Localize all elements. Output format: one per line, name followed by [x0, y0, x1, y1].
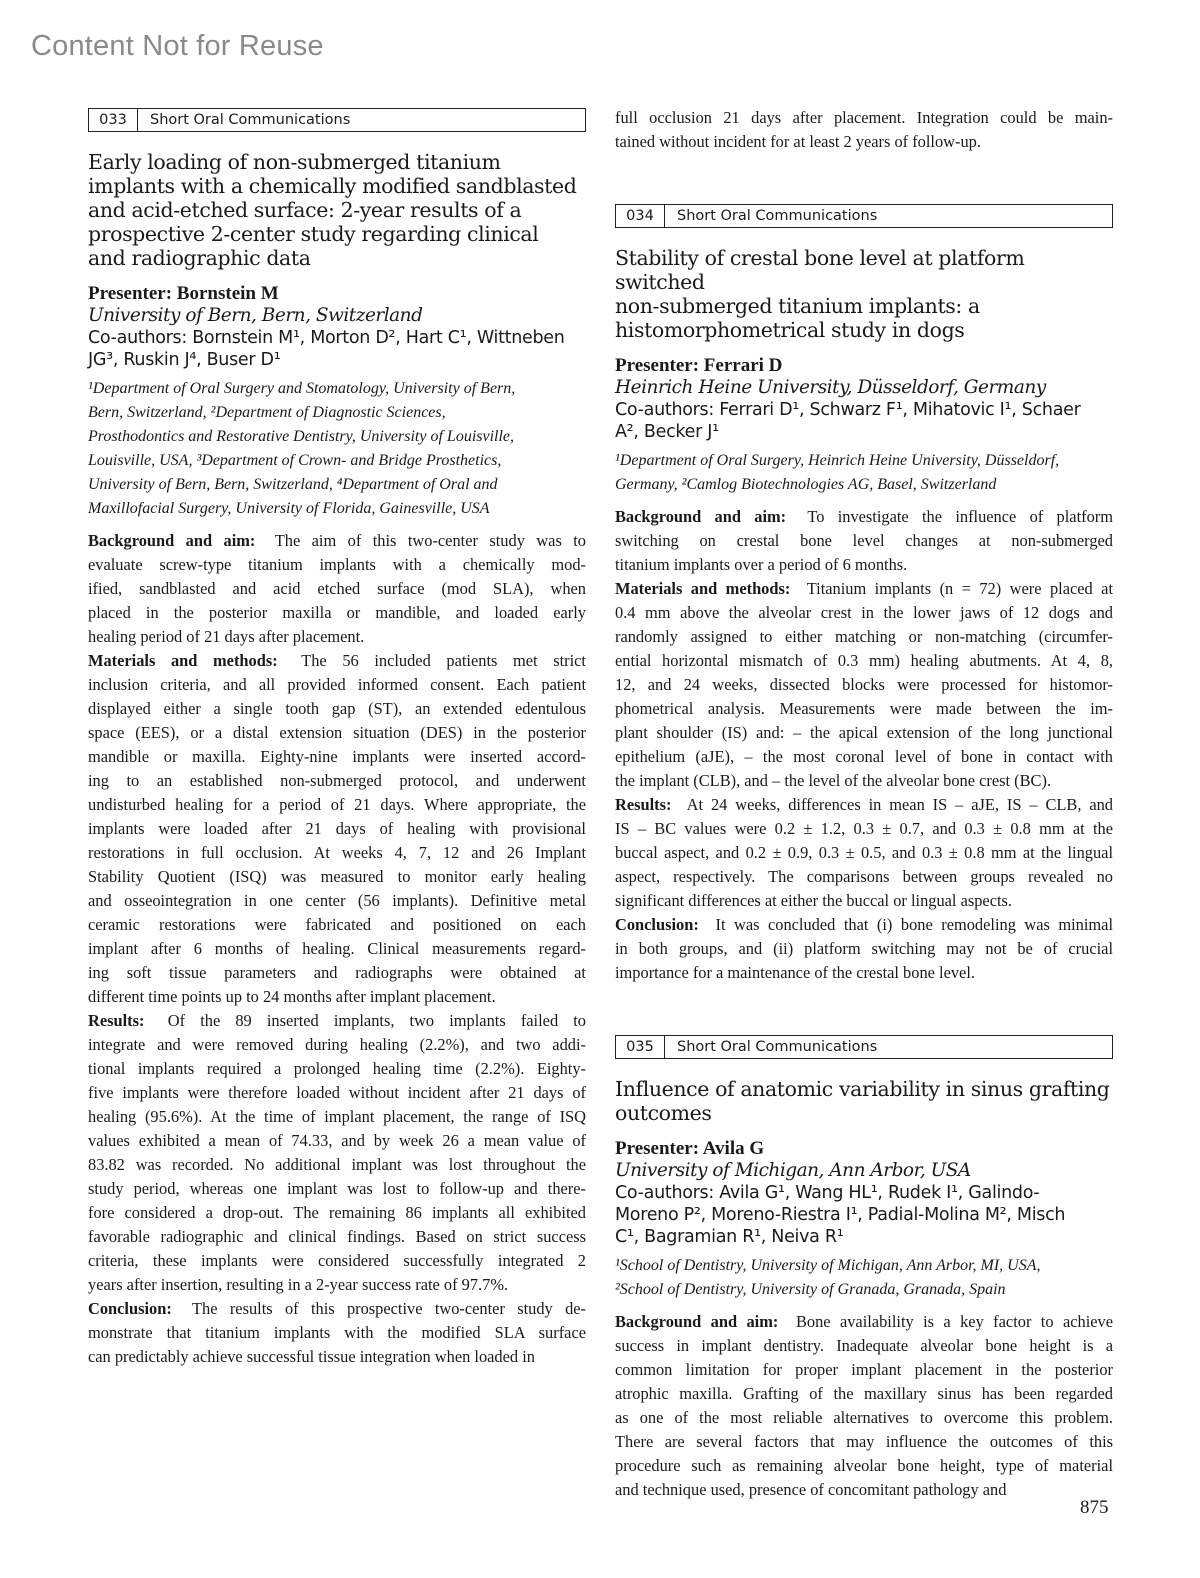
affiliation-line: ²School of Dentistry, University of Granada, Granada, Spain — [615, 1281, 1006, 1298]
text-line: atrophic maxilla. Grafting of the maxillary sinus has been regarded — [615, 1384, 1113, 1403]
abstract-number: 035 — [616, 1036, 665, 1058]
abstract-block — [615, 204, 1113, 985]
abstract-header — [88, 108, 586, 132]
text-line: phometrical analysis. Measurements were made between the im- — [615, 699, 1113, 718]
text-line: healing (95.6%). At the time of implant placement, the range of ISQ — [88, 1107, 586, 1126]
affiliation-line: Prosthodontics and Restorative Dentistry, University of Louisville, — [88, 428, 515, 445]
text-line: 83.82 was recorded. No additional implant was lost throughout the — [88, 1155, 586, 1174]
affiliation-line: Maxillofacial Surgery, University of Florida, Gainesville, USA — [88, 500, 490, 517]
text-line: favorable radiographic and clinical findings. Based on strict success — [88, 1227, 586, 1246]
text-line: buccal aspect, and 0.2 ± 0.9, 0.3 ± 0.5, and 0.3 ± 0.8 mm at the lingual — [615, 843, 1113, 862]
abstract-title — [615, 1077, 1113, 1125]
title-line: prospective 2-center study regarding clinical — [88, 222, 539, 246]
affiliation-line: University of Bern, Bern, Switzerland, ⁴Department of Oral and — [88, 476, 498, 493]
right-column — [615, 108, 1113, 1502]
text-line: years after insertion, resulting in a 2-year success rate of 97.7%. — [88, 1275, 509, 1294]
spacer — [615, 985, 1113, 1035]
spacer — [615, 154, 1113, 204]
abstract-section — [615, 577, 1113, 793]
abstract-block — [615, 1035, 1113, 1502]
abstract-section — [88, 1297, 586, 1369]
presenter-institution: Heinrich Heine University, Düsseldorf, Germany — [615, 377, 1046, 398]
title-line: implants with a chemically modified sandblasted — [88, 174, 577, 198]
text-line: epithelium (aJE), – the most coronal level of bone in contact with — [615, 747, 1113, 766]
text-line: tional implants required a prolonged healing time (2.2%). Eighty- — [88, 1059, 586, 1078]
affiliation-line: ¹Department of Oral Surgery and Stomatology, University of Bern, — [88, 380, 516, 397]
text-line: criteria, these implants were considered successfully integrated 2 — [88, 1251, 586, 1270]
text-line: common limitation for proper implant placement in the posterior — [615, 1360, 1113, 1379]
affiliations — [615, 449, 1113, 497]
section-label: Conclusion: — [88, 1299, 172, 1318]
coauthors-line: Co-authors: Ferrari D¹, Schwarz F¹, Mihatovic I¹, Schaer — [615, 400, 1081, 420]
coauthors-line: Moreno P², Moreno-Riestra I¹, Padial-Molina M², Misch — [615, 1205, 1066, 1225]
affiliation-line: Louisville, USA, ³Department of Crown- and Bridge Prosthetics, — [88, 452, 502, 469]
text-line: significant differences at either the buccal or lingual aspects. — [615, 891, 1013, 910]
text-line: fore considered a drop-out. The remaining 86 implants all exhibited — [88, 1203, 586, 1222]
abstract-section — [88, 529, 586, 649]
text-line: switching on crestal bone level changes at non-submerged — [615, 531, 1113, 550]
abstract-section — [615, 1310, 1113, 1502]
text-line: Background and aim: The aim of this two-center study was to — [88, 531, 586, 550]
text-line: Results: Of the 89 inserted implants, two implants failed to — [88, 1011, 587, 1030]
presenter-institution: University of Bern, Bern, Switzerland — [88, 305, 423, 326]
text-line: mandible or maxilla. Eighty-nine implants were inserted accord- — [88, 747, 586, 766]
presenter-institution: University of Michigan, Ann Arbor, USA — [615, 1160, 971, 1181]
text-line: tained without incident for at least 2 years of follow-up. — [615, 132, 981, 151]
title-line: Early loading of non-submerged titanium — [88, 150, 501, 174]
text-line: ential horizontal mismatch of 0.3 mm) healing abutments. At 4, 8, — [615, 651, 1113, 670]
abstract-title — [615, 246, 1113, 342]
section-label: Results: — [615, 795, 672, 814]
abstract-category: Short Oral Communications — [677, 1039, 878, 1055]
text-line: placed in the posterior maxilla or mandible, and loaded early — [88, 603, 586, 622]
affiliation-line: ¹Department of Oral Surgery, Heinrich Heine University, Düsseldorf, — [615, 452, 1060, 469]
text-line: Background and aim: To investigate the influence of platform — [615, 507, 1113, 526]
text-line: different time points up to 24 months after implant placement. — [88, 987, 496, 1006]
coauthors-line: JG³, Ruskin J⁴, Buser D¹ — [88, 350, 281, 370]
abstract-block — [88, 108, 586, 1369]
text-line: ing to an established non-submerged protocol, and underwent — [88, 771, 586, 790]
abstract-title — [88, 150, 586, 270]
section-label: Background and aim: — [615, 1312, 779, 1331]
abstract-section — [615, 505, 1113, 577]
text-line: restorations in full occlusion. At weeks 4, 7, 12 and 26 Implant — [88, 843, 586, 862]
text-line: study period, whereas one implant was lost to follow-up and there- — [88, 1179, 586, 1198]
presenter: Presenter: Ferrari D — [615, 355, 783, 376]
abstract-header — [615, 204, 1113, 228]
text-line: Materials and methods: The 56 included patients met strict — [88, 651, 586, 670]
text-line: implants were loaded after 21 days of healing with provisional — [88, 819, 586, 838]
text-line: displayed either a single tooth gap (ST), an extended edentulous — [88, 699, 586, 718]
text-line: undisturbed healing for a period of 21 days. Where appropriate, the — [88, 795, 586, 814]
text-line: Conclusion: It was concluded that (i) bone remodeling was minimal — [615, 915, 1113, 934]
watermark-text: Content Not for Reuse — [31, 30, 324, 62]
text-line: importance for a maintenance of the crestal bone level. — [615, 963, 975, 982]
text-line: in both groups, and (ii) platform switching may not be of crucial — [615, 939, 1113, 958]
text-line: ceramic restorations were fabricated and positioned on each — [88, 915, 586, 934]
coauthors-line: C¹, Bagramian R¹, Neiva R¹ — [615, 1227, 844, 1247]
presenter: Presenter: Bornstein M — [88, 283, 279, 304]
title-line: histomorphometrical study in dogs — [615, 318, 965, 342]
coauthors-line: Co-authors: Avila G¹, Wang HL¹, Rudek I¹, Galindo- — [615, 1183, 1040, 1203]
text-line: space (EES), or a distal extension situation (DES) in the posterior — [88, 723, 586, 742]
section-label: Background and aim: — [615, 507, 787, 526]
title-line: Influence of anatomic variability in sinus grafting — [615, 1077, 1110, 1101]
abstract-number: 033 — [89, 109, 138, 131]
continuation-text — [615, 106, 1113, 154]
section-label: Background and aim: — [88, 531, 256, 550]
presenter: Presenter: Avila G — [615, 1138, 765, 1159]
text-line: integrate and were removed during healing (2.2%), and two addi- — [88, 1035, 586, 1054]
coauthors-line: A², Becker J¹ — [615, 422, 719, 442]
text-line: ified, sandblasted and acid etched surface (mod SLA), when — [88, 579, 586, 598]
coauthors — [615, 1182, 1113, 1248]
text-line: implant after 6 months of healing. Clinical measurements regard- — [88, 939, 586, 958]
abstract-category: Short Oral Communications — [150, 112, 351, 128]
text-line: There are several factors that may influence the outcomes of this — [615, 1432, 1113, 1451]
text-line: the implant (CLB), and – the level of the alveolar bone crest (BC). — [615, 771, 1052, 790]
affiliation-line: Bern, Switzerland, ²Department of Diagnostic Sciences, — [88, 404, 446, 421]
text-line: evaluate screw-type titanium implants with a chemically mod- — [88, 555, 586, 574]
abstract-category: Short Oral Communications — [677, 208, 878, 224]
title-line: and radiographic data — [88, 246, 311, 270]
coauthors — [88, 327, 586, 371]
text-line: aspect, respectively. The comparisons between groups revealed no — [615, 867, 1113, 886]
abstract-number: 034 — [616, 205, 665, 227]
abstract-section — [88, 649, 586, 1009]
text-line: values exhibited a mean of 74.33, and by week 26 a mean value of — [88, 1131, 586, 1150]
abstract-section — [615, 793, 1113, 913]
text-line: five implants were therefore loaded without incident after 21 days of — [88, 1083, 586, 1102]
text-line: can predictably achieve successful tissue integration when loaded in — [88, 1347, 535, 1366]
affiliation-line: Germany, ²Camlog Biotechnologies AG, Basel, Switzerland — [615, 476, 997, 493]
affiliations — [615, 1254, 1113, 1302]
text-line: Conclusion: The results of this prospective two-center study de- — [88, 1299, 586, 1318]
coauthors — [615, 399, 1113, 443]
coauthors-line: Co-authors: Bornstein M¹, Morton D², Hart C¹, Wittneben — [88, 328, 565, 348]
text-line: inclusion criteria, and all provided informed consent. Each patient — [88, 675, 586, 694]
title-line: and acid-etched surface: 2-year results of a — [88, 198, 522, 222]
text-line: full occlusion 21 days after placement. Integration could be main- — [615, 108, 1113, 127]
text-line: Stability Quotient (ISQ) was measured to monitor early healing — [88, 867, 586, 886]
title-line: non-submerged titanium implants: a — [615, 294, 980, 318]
text-line: Results: At 24 weeks, differences in mean IS – aJE, IS – CLB, and — [615, 795, 1114, 814]
abstract-header — [615, 1035, 1113, 1059]
page-number: 875 — [1080, 1497, 1109, 1518]
text-line: procedure such as remaining alveolar bone height, type of material — [615, 1456, 1113, 1475]
text-line: 12, and 24 weeks, dissected blocks were processed for histomor- — [615, 675, 1113, 694]
section-label: Conclusion: — [615, 915, 699, 934]
text-line: and osseointegration in one center (56 implants). Definitive metal — [88, 891, 586, 910]
text-line: and technique used, presence of concomitant pathology and — [615, 1480, 1007, 1499]
text-line: success in implant dentistry. Inadequate alveolar bone height is a — [615, 1336, 1113, 1355]
text-line: Background and aim: Bone availability is a key factor to achieve — [615, 1312, 1114, 1331]
affiliation-line: ¹School of Dentistry, University of Michigan, Ann Arbor, MI, USA, — [615, 1257, 1041, 1274]
section-label: Results: — [88, 1011, 145, 1030]
text-line: 0.4 mm above the alveolar crest in the lower jaws of 12 dogs and — [615, 603, 1113, 622]
section-label: Materials and methods: — [88, 651, 278, 670]
text-line: titanium implants over a period of 6 months. — [615, 555, 908, 574]
text-line: healing period of 21 days after placement. — [88, 627, 365, 646]
text-line: randomly assigned to either matching or non-matching (circumfer- — [615, 627, 1113, 646]
title-line: outcomes — [615, 1101, 712, 1125]
abstract-section — [615, 913, 1113, 985]
text-line: ing soft tissue parameters and radiographs were obtained at — [88, 963, 586, 982]
section-label: Materials and methods: — [615, 579, 791, 598]
title-line: Stability of crestal bone level at platform switched — [615, 246, 1025, 294]
left-column — [88, 108, 586, 1369]
text-line: plant shoulder (IS) and: – the apical extension of the long junctional — [615, 723, 1113, 742]
affiliations — [88, 377, 586, 521]
abstract-section — [88, 1009, 586, 1297]
text-line: as one of the most reliable alternatives to overcome this problem. — [615, 1408, 1113, 1427]
text-line: Materials and methods: Titanium implants (n = 72) were placed at — [615, 579, 1114, 598]
text-line: monstrate that titanium implants with the modified SLA surface — [88, 1323, 586, 1342]
text-line: IS – BC values were 0.2 ± 1.2, 0.3 ± 0.7, and 0.3 ± 0.8 mm at the — [615, 819, 1113, 838]
